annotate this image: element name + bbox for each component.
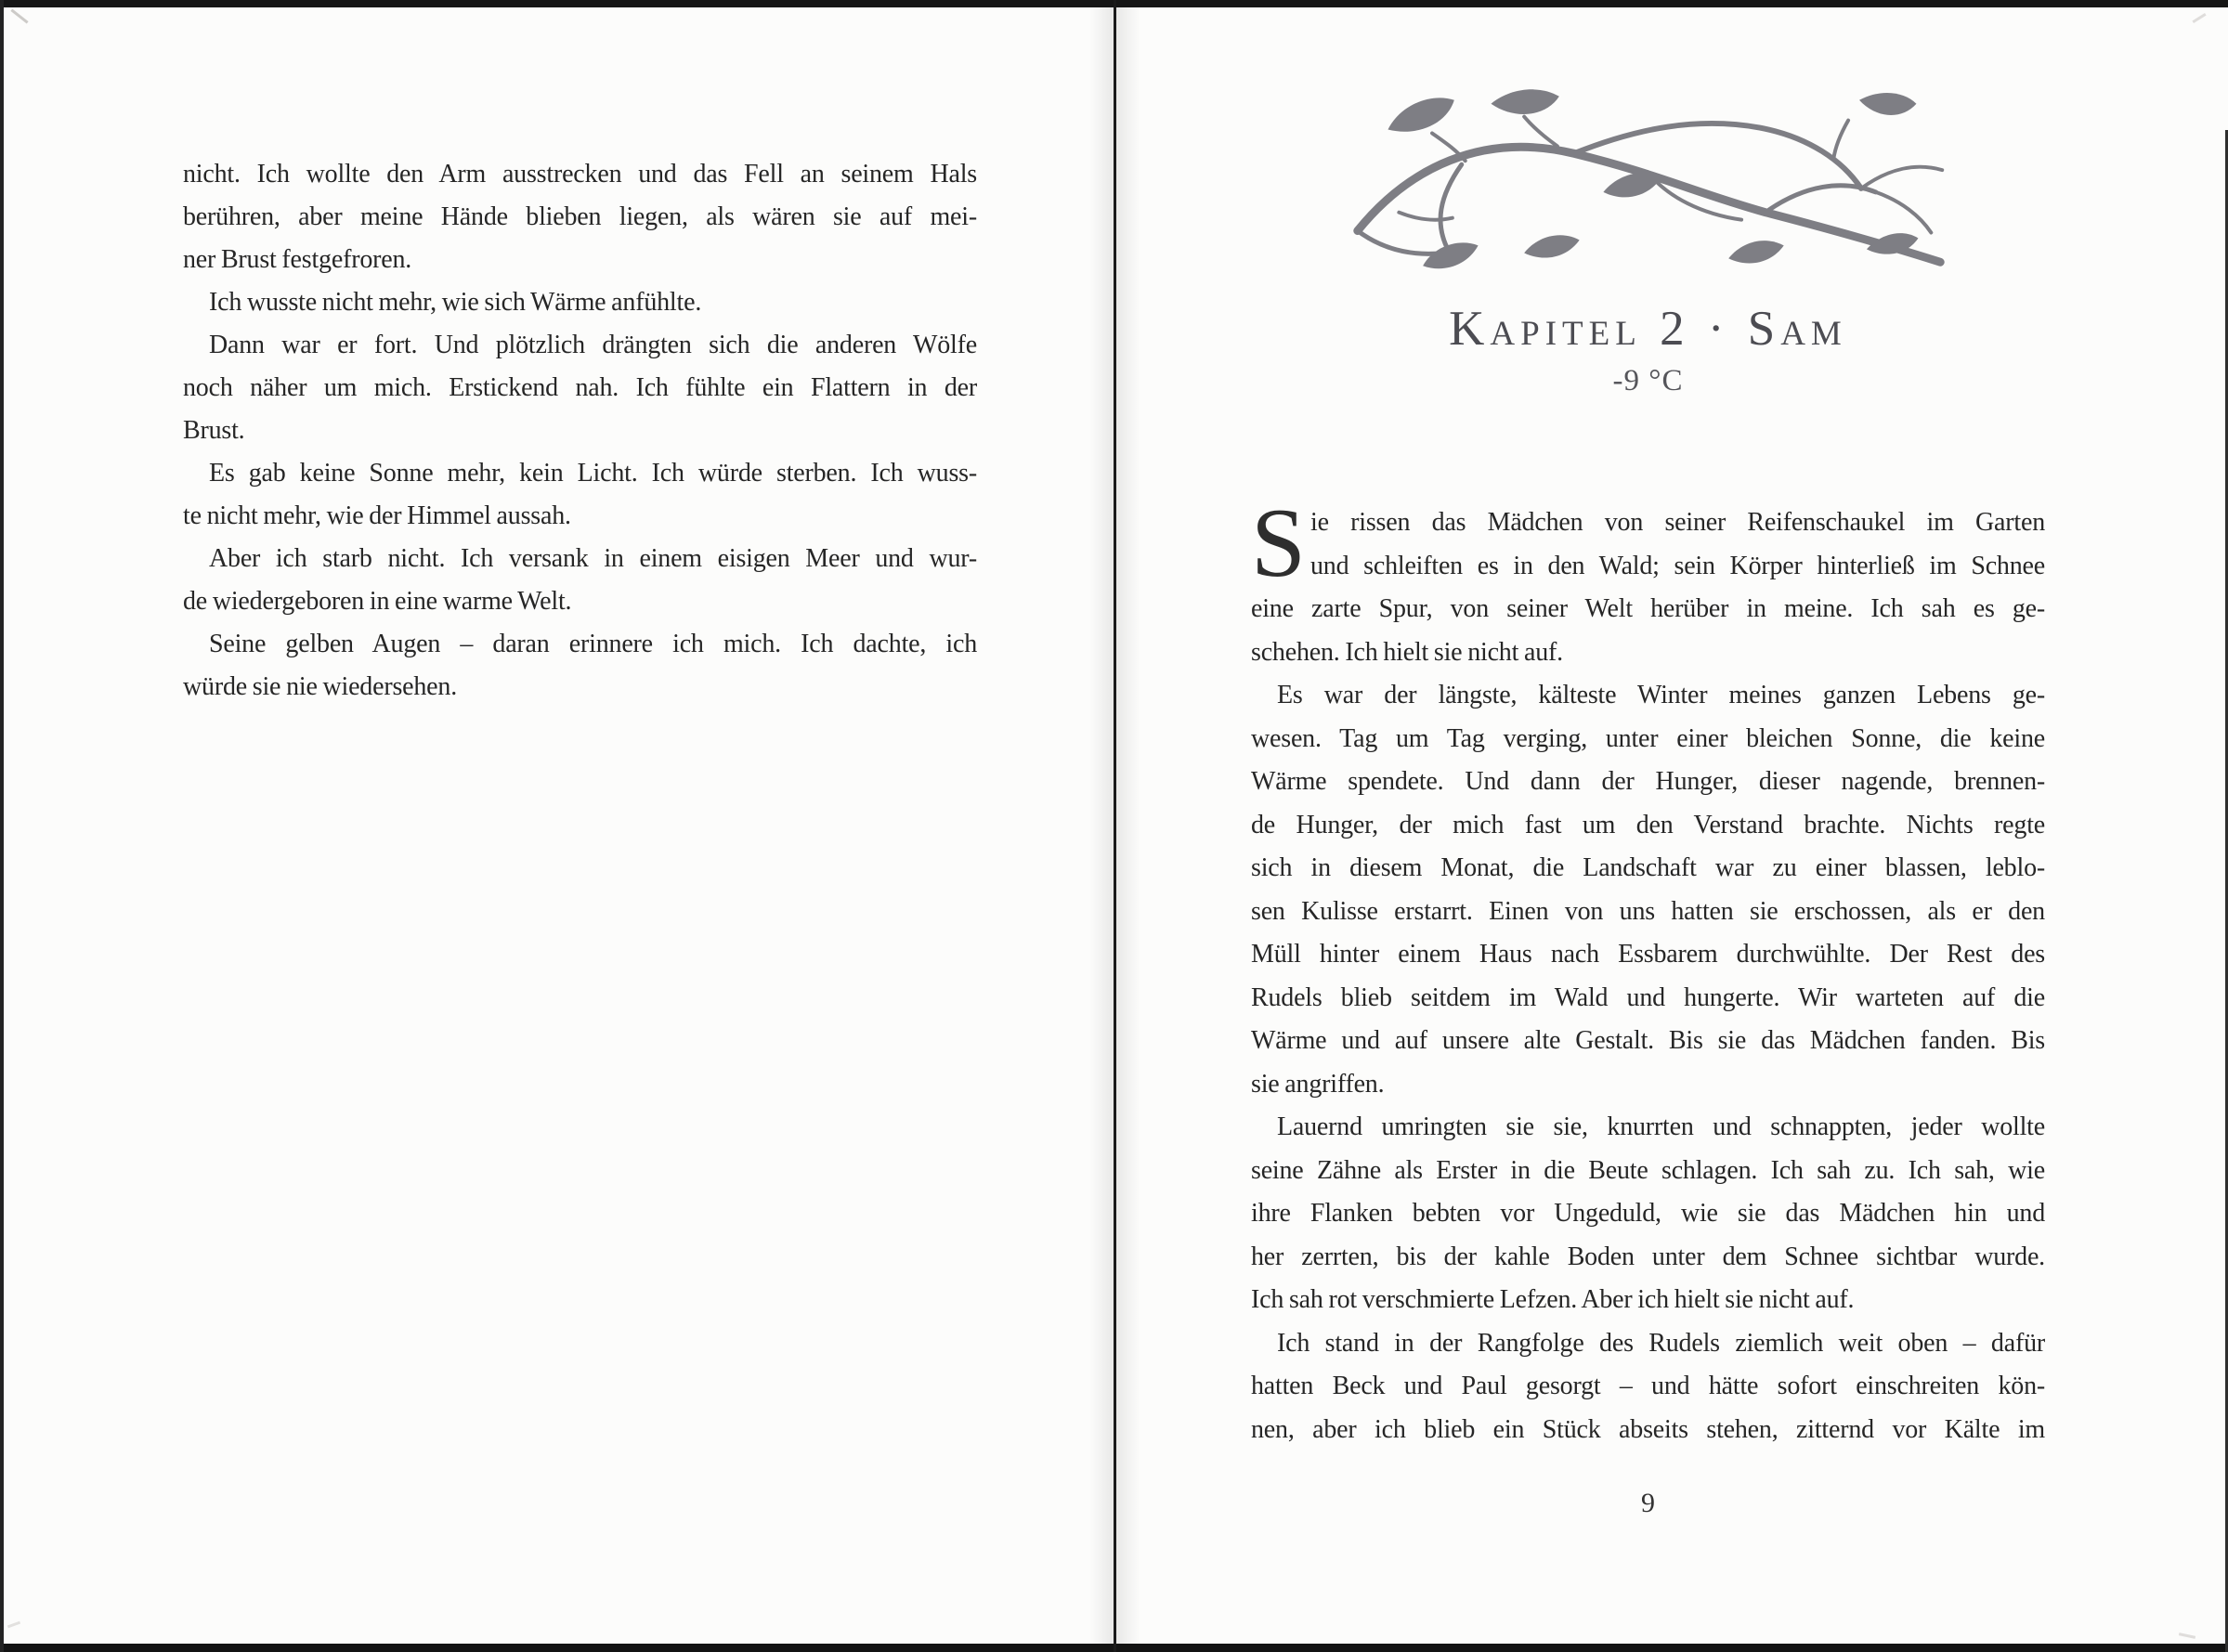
- text-line: wesen. Tag um Tag verging, unter einer bleichen Sonne, die keine: [1251, 723, 2045, 753]
- text-line: sie angriffen.: [1251, 1069, 1385, 1099]
- page-number: 9: [1641, 1488, 1655, 1518]
- text-line: ihre Flanken bebten vor Ungeduld, wie sie das Mädchen hin und: [1251, 1199, 2045, 1228]
- text-line: sen Kulisse erstarrt. Einen von uns hatten sie erschossen, als er den: [1251, 896, 2045, 926]
- text-line: ner Brust festgefroren.: [183, 245, 412, 274]
- text-line: hatten Beck und Paul gesorgt – und hätte sofort einschreiten kön-: [1251, 1372, 2045, 1400]
- text-line: Brust.: [183, 416, 245, 445]
- text-line: Wärme spendete. Und dann der Hunger, dieser nagende, brennen-: [1251, 767, 2045, 796]
- text-line: de Hunger, der mich fast um den Verstand brachte. Nichts regte: [1251, 810, 2045, 839]
- chapter-title: Kapitel 2 · Sam: [1449, 302, 1847, 356]
- branch-leaves-ornament: [1343, 76, 1952, 288]
- left-page: [4, 7, 1114, 1644]
- text-line: te nicht mehr, wie der Himmel aussah.: [183, 501, 571, 530]
- text-line: ie rissen das Mädchen von seiner Reifenschaukel im Garten: [1310, 508, 2045, 537]
- text-line: Seine gelben Augen – daran erinnere ich mich. Ich dachte, ich: [209, 630, 977, 658]
- text-line: Dann war er fort. Und plötzlich drängten sich die anderen Wölfe: [209, 331, 977, 359]
- text-line: Ich stand in der Rangfolge des Rudels ziemlich weit oben – dafür: [1277, 1328, 2045, 1358]
- text-line: sich in diesem Monat, die Landschaft war zu einer blassen, leblo-: [1251, 853, 2045, 882]
- text-line: her zerrten, bis der kahle Boden unter dem Schnee sichtbar wurde.: [1251, 1242, 2045, 1271]
- right-page: [1116, 7, 2225, 1644]
- left-page-body-text: [183, 153, 977, 709]
- text-line: Aber ich starb nicht. Ich versank in einem eisigen Meer und wur-: [209, 544, 977, 573]
- text-line: de wiedergeboren in eine warme Welt.: [183, 587, 572, 616]
- text-line: Es war der längste, kälteste Winter meines ganzen Lebens ge-: [1277, 681, 2045, 709]
- text-line: seine Zähne als Erster in die Beute schlagen. Ich sah zu. Ich sah, wie: [1251, 1155, 2045, 1185]
- text-line: und schleiften es in den Wald; sein Körper hinterließ im Schnee: [1310, 551, 2045, 580]
- text-line: würde sie nie wiedersehen.: [183, 672, 458, 701]
- text-line: Lauernd umringten sie sie, knurrten und schnappten, jeder wollte: [1277, 1112, 2045, 1141]
- chapter-temperature: -9 °C: [1612, 364, 1684, 397]
- text-line: Es gab keine Sonne mehr, kein Licht. Ich würde sterben. Ich wuss-: [209, 459, 977, 488]
- text-line: Rudels blieb seitdem im Wald und hungerte. Wir warteten auf die: [1251, 982, 2045, 1012]
- drop-cap: S: [1251, 488, 1306, 597]
- text-line: berühren, aber meine Hände blieben liegen, als wären sie auf mei-: [183, 202, 977, 231]
- text-line: eine zarte Spur, von seiner Welt herüber in meine. Ich sah es ge-: [1251, 594, 2045, 623]
- text-line: noch näher um mich. Erstickend nah. Ich fühlte ein Flattern in der: [183, 373, 977, 402]
- text-line: Ich sah rot verschmierte Lefzen. Aber ich hielt sie nicht auf.: [1251, 1285, 1855, 1314]
- text-line: Müll hinter einem Haus nach Essbarem durchwühlte. Der Rest des: [1251, 940, 2045, 969]
- text-line: schehen. Ich hielt sie nicht auf.: [1251, 637, 1563, 667]
- text-line: Ich wusste nicht mehr, wie sich Wärme anfühlte.: [209, 288, 702, 317]
- right-page-body-text: [1251, 488, 2045, 1451]
- text-line: nicht. Ich wollte den Arm ausstrecken und das Fell an seinem Hals: [183, 160, 977, 189]
- text-line: Wärme und auf unsere alte Gestalt. Bis sie das Mädchen fanden. Bis: [1251, 1026, 2045, 1055]
- text-line: nen, aber ich blieb ein Stück abseits stehen, zitternd vor Kälte im: [1251, 1414, 2045, 1444]
